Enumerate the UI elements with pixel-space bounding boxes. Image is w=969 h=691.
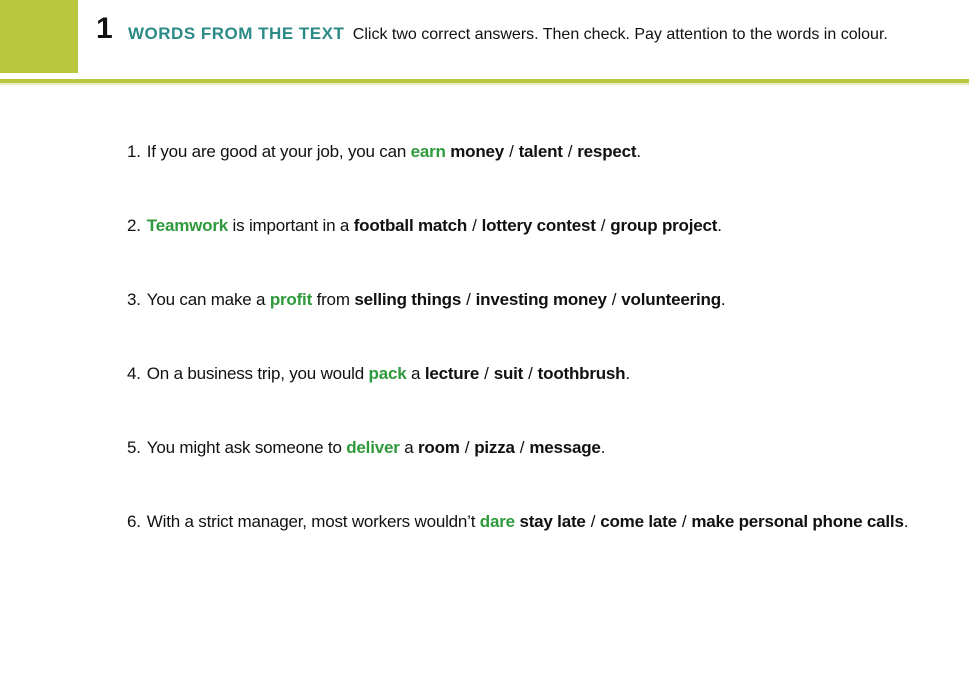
question-end: . [636, 142, 641, 161]
keyword: deliver [346, 438, 400, 457]
option-respect[interactable]: respect [577, 142, 637, 161]
question-text-mid: from [316, 290, 350, 309]
option-suit[interactable]: suit [493, 364, 524, 383]
question-item-2: 2. Teamwork is important in a football match / lottery contest / group project. [127, 216, 722, 235]
question-end: . [717, 216, 722, 235]
keyword: Teamwork [146, 216, 229, 235]
question-item-5: 5. You might ask someone to deliver a room / pizza / message. [127, 438, 606, 457]
question-list [127, 141, 962, 585]
question-number: 3. [127, 290, 141, 309]
question-number: 5. [127, 438, 141, 457]
option-toothbrush[interactable]: toothbrush [537, 364, 626, 383]
option-come-late[interactable]: come late [600, 512, 677, 531]
question-number: 2. [127, 216, 141, 235]
question-text-pre: On a business trip, you would [146, 364, 364, 383]
option-room[interactable]: room [417, 438, 460, 457]
question-text-pre: If you are good at your job, you can [146, 142, 407, 161]
question-text-pre: You might ask someone to [146, 438, 342, 457]
option-stay-late[interactable]: stay late [519, 512, 586, 531]
option-group-project[interactable]: group project [610, 216, 718, 235]
keyword: dare [479, 512, 515, 531]
option-talent[interactable]: talent [518, 142, 563, 161]
option-lecture[interactable]: lecture [424, 364, 480, 383]
question-end: . [720, 290, 726, 309]
option-football-match[interactable]: football match [353, 216, 468, 235]
question-item-1: 1. If you are good at your job, you can earn money / talent / respect. [127, 142, 641, 161]
accent-block [0, 0, 78, 73]
question-item-4: 4. On a business trip, you would pack a lecture / suit / toothbrush. [127, 364, 630, 383]
exercise-heading [128, 24, 958, 44]
option-lottery-contest[interactable]: lottery contest [481, 216, 596, 235]
question-item-6: 6. With a strict manager, most workers wouldn’t dare stay late / come late / make personal phone calls. [127, 512, 909, 531]
option-message[interactable]: message [529, 438, 601, 457]
question-item-3: 3. You can make a profit from selling things / investing money / volunteering. [127, 290, 726, 309]
option-investing-money[interactable]: investing money [475, 290, 607, 309]
question-text-mid: is important in a [232, 216, 350, 235]
option-pizza[interactable]: pizza [474, 438, 515, 457]
option-volunteering[interactable]: volunteering [621, 290, 721, 309]
exercise-header [0, 0, 969, 80]
keyword: profit [269, 290, 313, 309]
option-make-personal-phone-calls[interactable]: make personal phone calls [691, 512, 904, 531]
question-number: 6. [127, 512, 141, 531]
keyword: earn [410, 142, 446, 161]
question-number: 4. [127, 364, 141, 383]
question-end: . [625, 364, 630, 383]
question-text-mid: a [404, 438, 414, 457]
exercise-instruction: Click two correct answers. Then check. Pay attention to the words in colour. [352, 26, 888, 43]
question-end: . [903, 512, 909, 531]
option-money[interactable]: money [450, 142, 505, 161]
header-divider-shadow [0, 83, 969, 85]
option-selling-things[interactable]: selling things [354, 290, 462, 309]
exercise-title: WORDS FROM THE TEXT [128, 24, 345, 43]
question-text-pre: With a strict manager, most workers wouldn’t [146, 512, 476, 531]
question-end: . [600, 438, 606, 457]
keyword: pack [368, 364, 407, 383]
exercise-number: 1 [96, 12, 113, 45]
question-text-pre: You can make a [146, 290, 266, 309]
question-number: 1. [127, 142, 141, 161]
question-text-mid: a [411, 364, 421, 383]
